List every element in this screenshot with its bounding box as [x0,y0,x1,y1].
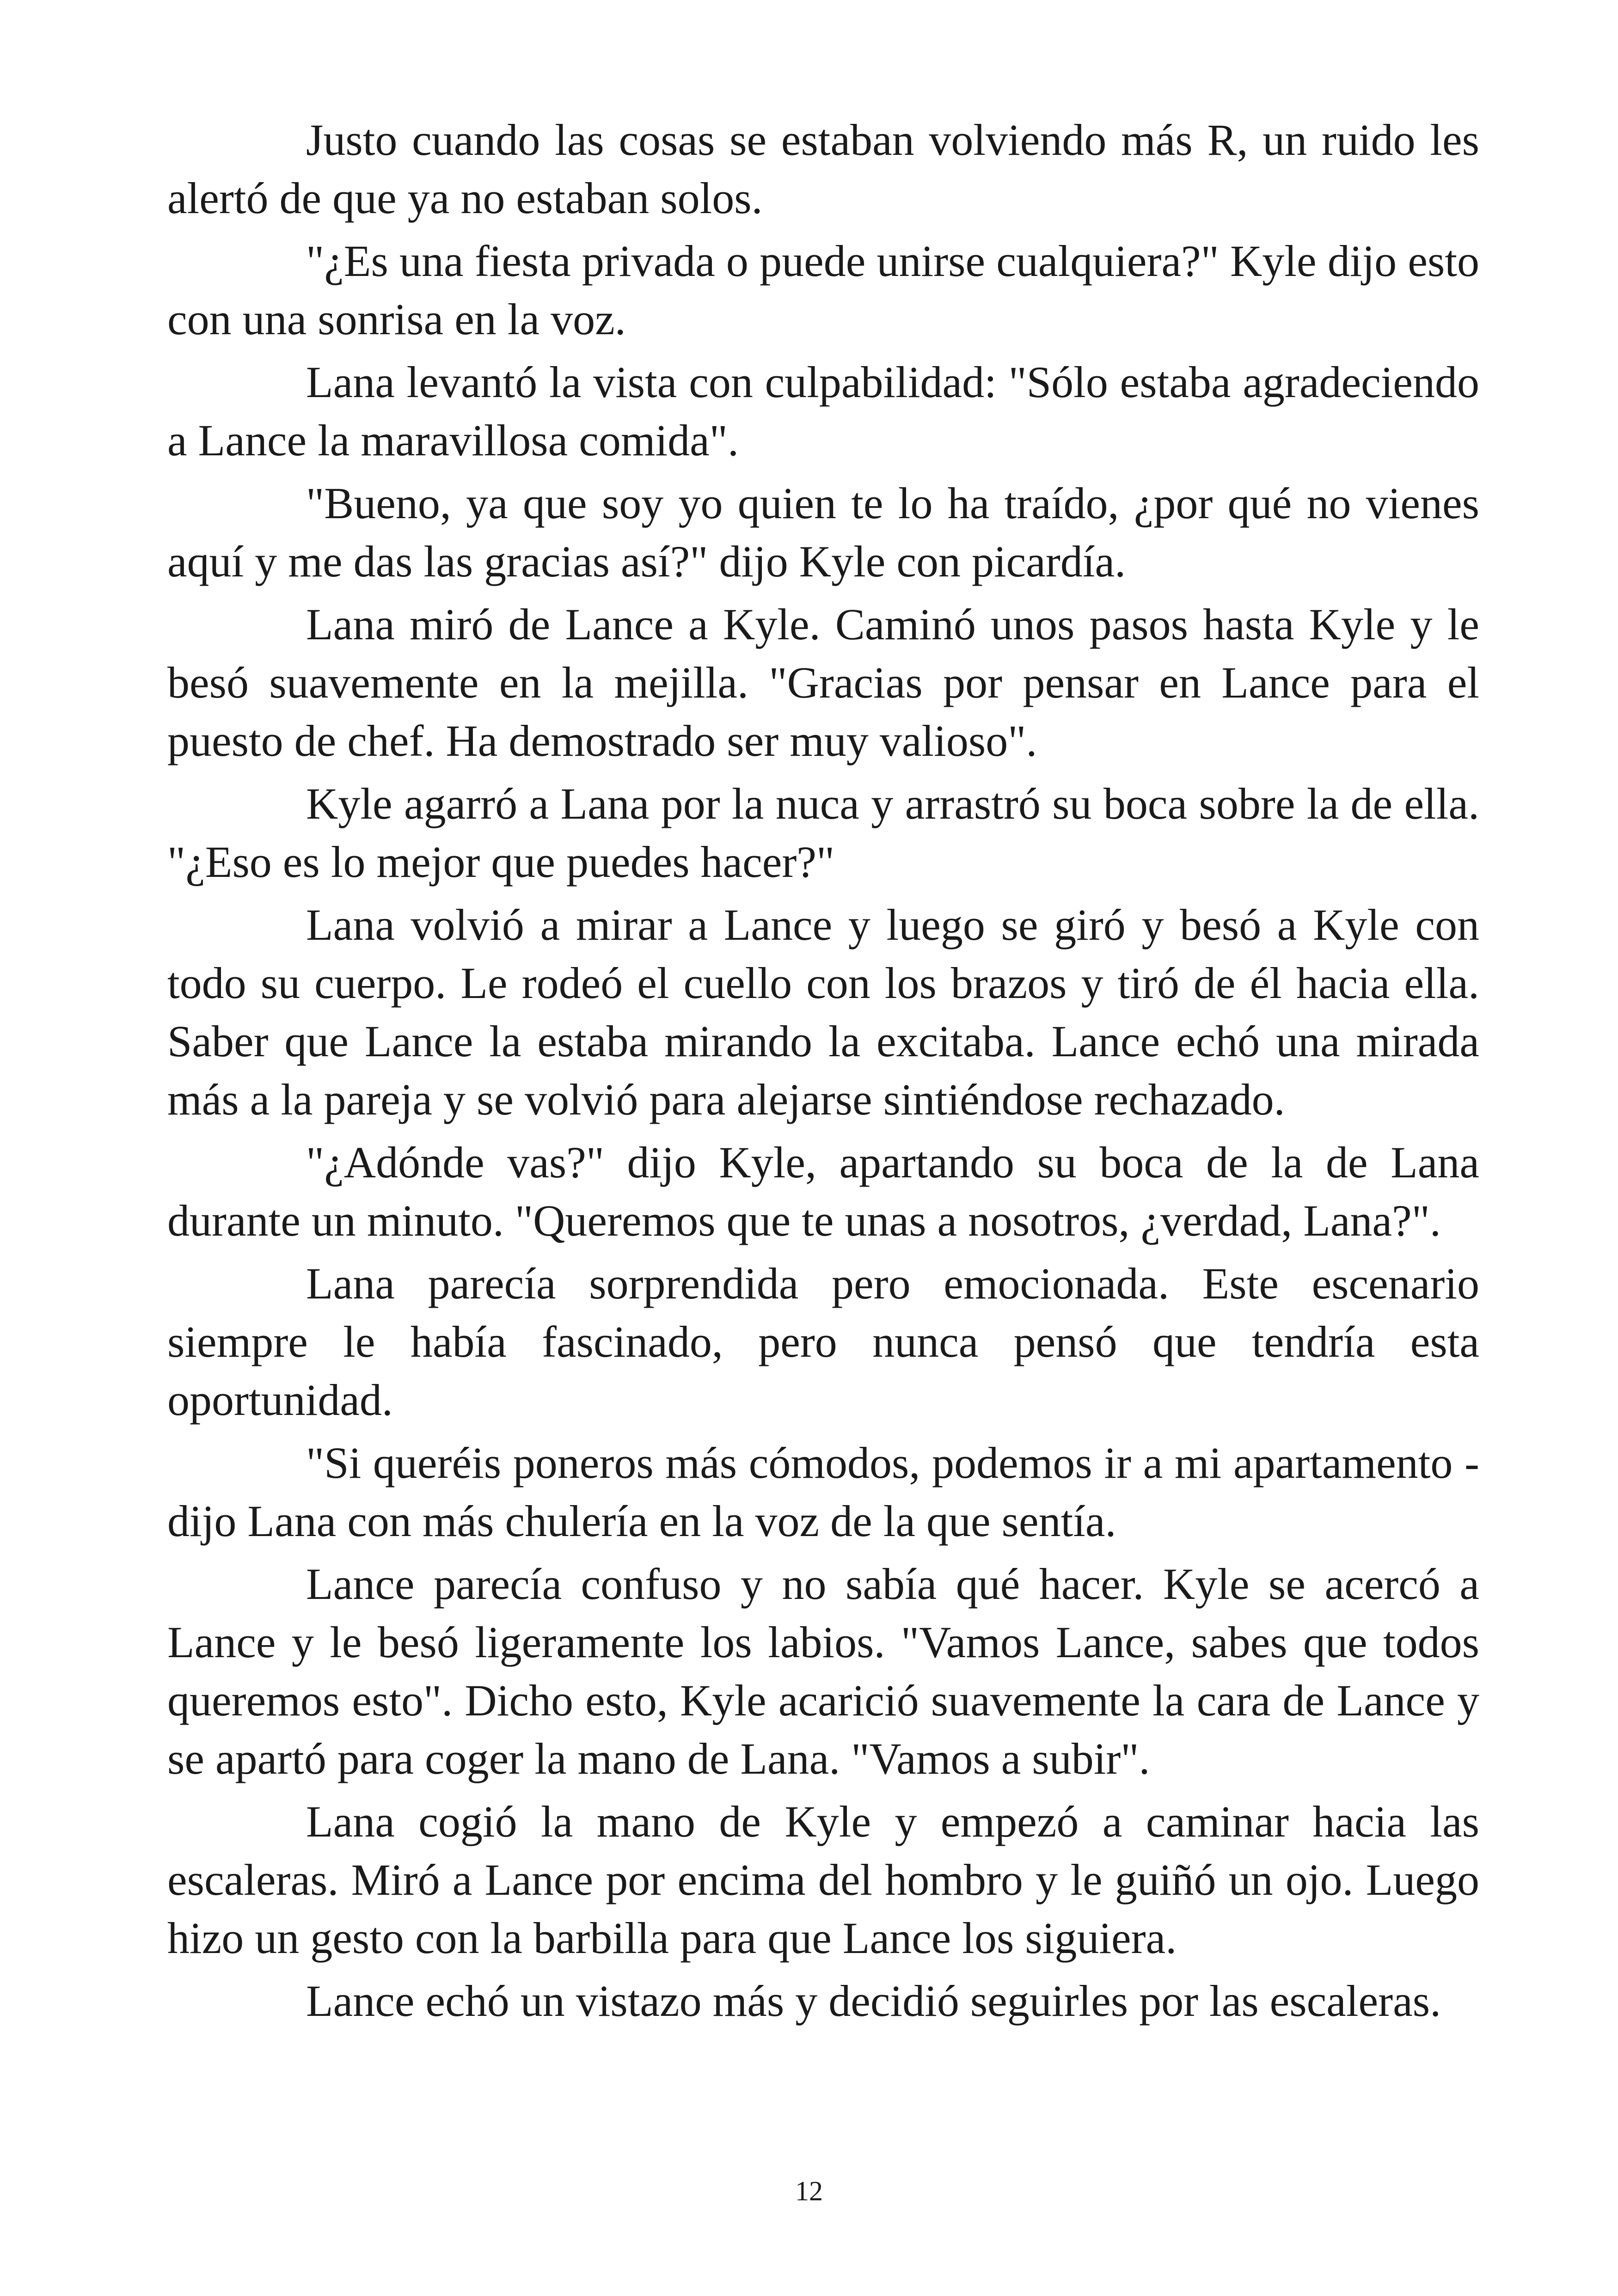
paragraph: Lana levantó la vista con culpabilidad: "Sólo estaba agradeciendo a Lance la maravillosa comida". [167,357,1479,465]
paragraph: Lana parecía sorprendida pero emocionada. Este escenario siempre le había fascinado, pero nunca pensó que tendría esta oportunidad. [167,1259,1479,1425]
paragraph: Justo cuando las cosas se estaban volviendo más R, un ruido les alertó de que ya no estaban solos. [167,115,1479,223]
paragraph: Lana cogió la mano de Kyle y empezó a caminar hacia las escaleras. Miró a Lance por encima del hombro y le guiñó un ojo. Luego hizo un gesto con la barbilla para que Lance los siguiera. [167,1797,1479,1963]
paragraph: Lana miró de Lance a Kyle. Caminó unos pasos hasta Kyle y le besó suavemente en la mejilla. "Gracias por pensar en Lance para el puesto de chef. Ha demostrado ser muy valioso". [167,600,1479,765]
body-text [167,111,1479,2035]
paragraph: "¿Es una fiesta privada o puede unirse cualquiera?" Kyle dijo esto con una sonrisa en la voz. [167,236,1479,344]
paragraph: "¿Adónde vas?" dijo Kyle, apartando su boca de la de Lana durante un minuto. "Queremos que te unas a nosotros, ¿verdad, Lana?". [167,1138,1479,1245]
paragraph: "Bueno, ya que soy yo quien te lo ha traído, ¿por qué no vienes aquí y me das las gracias así?" dijo Kyle con picardía. [167,478,1479,586]
paragraph: Lance parecía confuso y no sabía qué hacer. Kyle se acercó a Lance y le besó ligeramente los labios. "Vamos Lance, sabes que todos queremos esto". Dicho esto, Kyle acarició suavemente la cara de Lance y se apartó para coger la mano de Lana. "Vamos a subir". [167,1559,1479,1783]
paragraph: Kyle agarró a Lana por la nuca y arrastró su boca sobre la de ella. "¿Eso es lo mejor que puedes hacer?" [167,779,1479,887]
paragraph: "Si queréis poneros más cómodos, podemos ir a mi apartamento - dijo Lana con más chulería en la voz de la que sentía. [167,1438,1479,1546]
paragraph: Lance echó un vistazo más y decidió seguirles por las escaleras. [306,1976,1441,2026]
page-number: 12 [795,2176,823,2206]
paragraph: Lana volvió a mirar a Lance y luego se giró y besó a Kyle con todo su cuerpo. Le rodeó el cuello con los brazos y tiró de él hacia ella. Saber que Lance la estaba mirando la excitaba. Lance echó una mirada más a la pareja y se volvió para alejarse sintiéndose rechazado. [167,900,1479,1124]
